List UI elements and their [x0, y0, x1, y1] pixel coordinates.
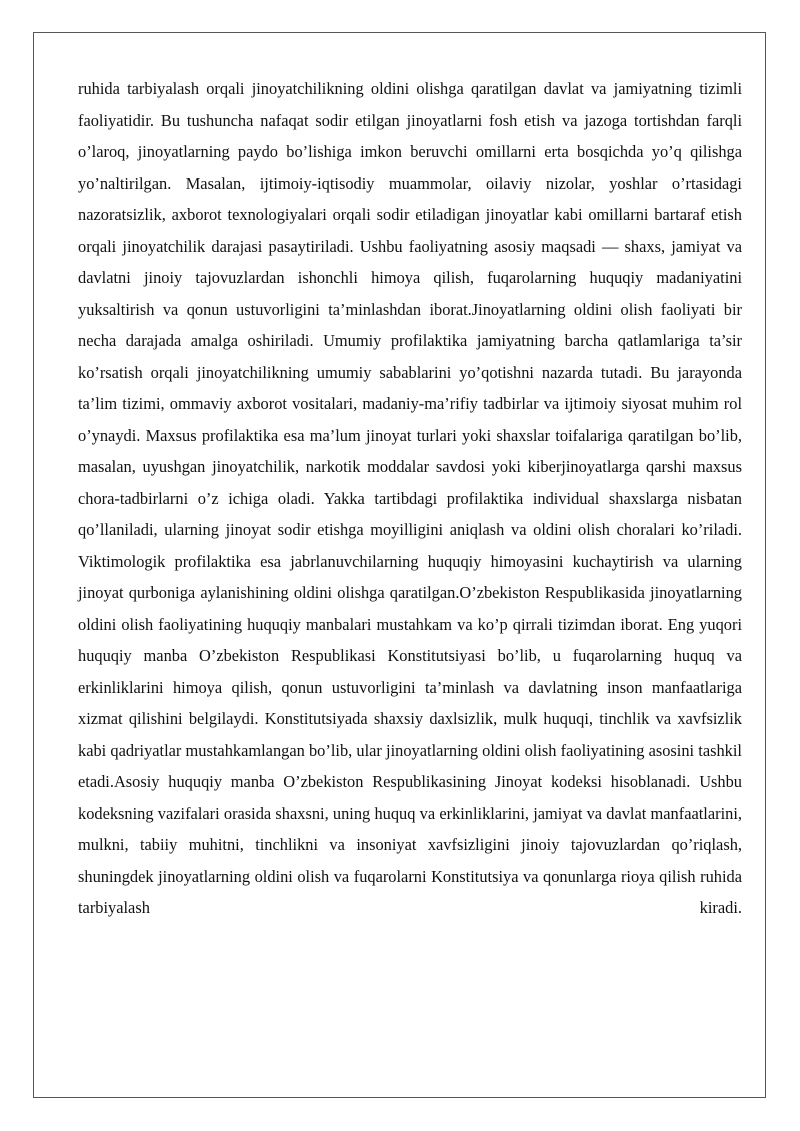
body-paragraph: ruhida tarbiyalash orqali jinoyatchilikning oldini olishga qaratilgan davlat va jamiyatning tizimli faoliyatidir. Bu tushuncha nafaqat sodir etilgan jinoyatlarni fosh etish va jazoga tortishdan farqli o’laroq, jinoyatlarning paydo bo’lishiga imkon beruvchi omillarni erta bosqichda yo’q qilishga yo’naltirilgan. Masalan, ijtimoiy-iqtisodiy muammolar, oilaviy nizolar, yoshlar o’rtasidagi nazoratsizlik, axborot texnologiyalari orqali sodir etiladigan jinoyatlar kabi omillarni bartaraf etish orqali jinoyatchilik darajasi pasaytiriladi. Ushbu faoliyatning asosiy maqsadi — shaxs, jamiyat va davlatni jinoiy tajovuzlardan ishonchli himoya qilish, fuqarolarning huquqiy madaniyatini yuksaltirish va qonun ustuvorligini ta’minlashdan iborat.Jinoyatlarning oldini olish faoliyati bir necha darajada amalga oshiriladi. Umumiy profilaktika jamiyatning barcha qatlamlariga ta’sir ko’rsatish orqali jinoyatchilikning umumiy sabablarini yo’qotishni nazarda tutadi. Bu jarayonda ta’lim tizimi, ommaviy axborot vositalari, madaniy-ma’rifiy tadbirlar va ijtimoiy siyosat muhim rol o’ynaydi. Maxsus profilaktika esa ma’lum jinoyat turlari yoki shaxslar toifalariga qaratilgan bo’lib, masalan, uyushgan jinoyatchilik, narkotik moddalar savdosi yoki kiberjinoyatlarga qarshi maxsus chora-tadbirlarni o’z ichiga oladi. Yakka tartibdagi profilaktika individual shaxslarga nisbatan qo’llaniladi, ularning jinoyat sodir etishga moyilligini aniqlash va oldini olish choralari ko’riladi. Viktimologik profilaktika esa jabrlanuvchilarning huquqiy himoyasini kuchaytirish va ularning jinoyat qurboniga aylanishining oldini olishga qaratilgan.O’zbekiston Respublikasida jinoyatlarning oldini olish faoliyatining huquqiy manbalari mustahkam va ko’p qirrali tizimdan iborat. Eng yuqori huquqiy manba O’zbekiston Respublikasi Konstitutsiyasi bo’lib, u fuqarolarning huquq va erkinliklarini himoya qilish, qonun ustuvorligini ta’minlash va davlatning inson manfaatlariga xizmat qilishini belgilaydi. Konstitutsiyada shaxsiy daxlsizlik, mulk huquqi, tinchlik va xavfsizlik kabi qadriyatlar mustahkamlangan bo’lib, ular jinoyatlarning oldini olish faoliyatining asosini tashkil etadi.Asosiy huquqiy manba O’zbekiston Respublikasining Jinoyat kodeksi hisoblanadi. Ushbu kodeksning vazifalari orasida shaxsni, uning huquq va erkinliklarini, jamiyat va davlat manfaatlarini, mulkni, tabiiy muhitni, tinchlikni va insoniyat xavfsizligini jinoiy tajovuzlardan qo’riqlash, shuningdek jinoyatlarning oldini olish va fuqarolarni Konstitutsiya va qonunlarga rioya qilish ruhida tarbiyalash kiradi.: [78, 79, 742, 917]
